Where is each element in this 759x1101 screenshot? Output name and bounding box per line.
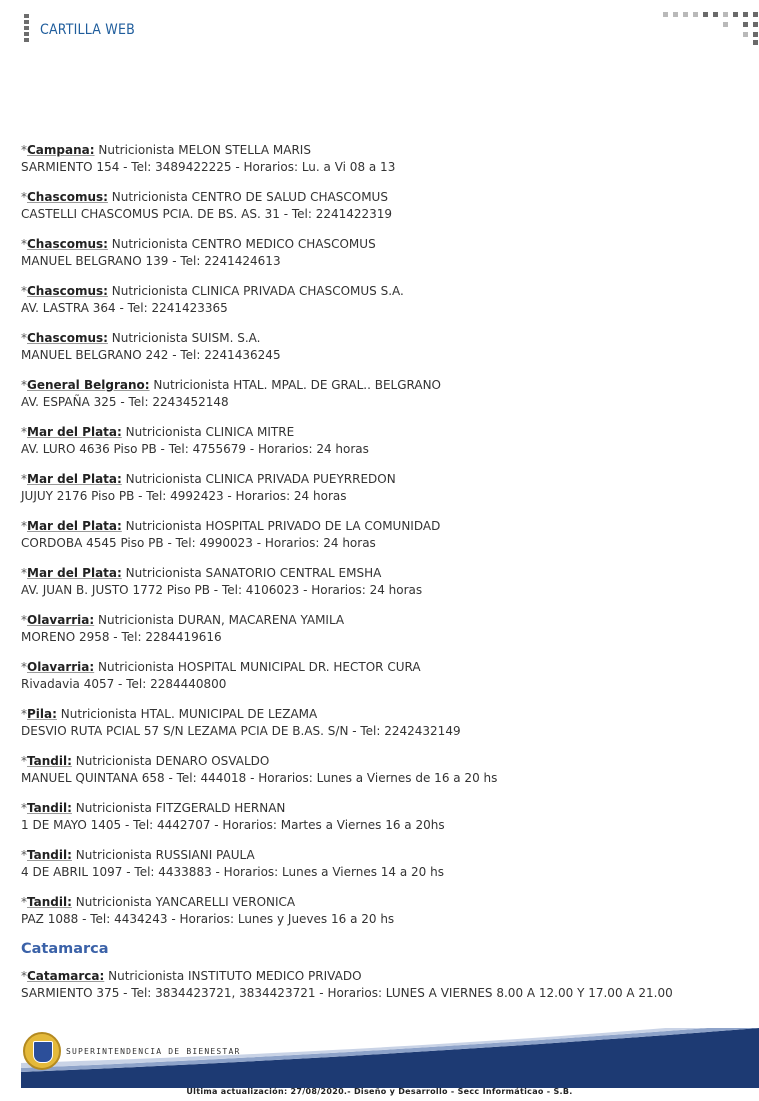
provider-address: SARMIENTO 154 - Tel: 3489422225 - Horarios: Lu. a Vi 08 a 13 [21, 160, 396, 174]
provider-entry [21, 189, 741, 223]
provider-city: Pila: [27, 707, 57, 721]
institution-seal-icon [23, 1032, 61, 1070]
provider-address: SARMIENTO 375 - Tel: 3834423721, 3834423721 - Horarios: LUNES A VIERNES 8.00 A 12.00 Y 17.00 A 21.00 [21, 986, 673, 1000]
provider-entry [21, 142, 741, 176]
provider-entry [21, 283, 741, 317]
bullet-asterisk: * [21, 566, 27, 580]
bullet-asterisk: * [21, 237, 27, 251]
provider-city: Tandil: [27, 801, 72, 815]
provider-entry [21, 471, 741, 505]
provider-city: Chascomus: [27, 331, 108, 345]
bullet-asterisk: * [21, 284, 27, 298]
provider-city: Catamarca: [27, 969, 105, 983]
provider-name: Nutricionista HOSPITAL MUNICIPAL DR. HECTOR CURA [98, 660, 421, 674]
entries-section-catamarca [21, 968, 741, 1002]
provider-entry [21, 753, 741, 787]
bullet-asterisk: * [21, 660, 27, 674]
provider-entry [21, 330, 741, 364]
provider-name: Nutricionista SANATORIO CENTRAL EMSHA [125, 566, 382, 580]
provider-address: MANUEL BELGRANO 242 - Tel: 2241436245 [21, 348, 281, 362]
provider-address: AV. ESPAÑA 325 - Tel: 2243452148 [21, 395, 229, 409]
provider-city: Mar del Plata: [27, 425, 122, 439]
provider-address: JUJUY 2176 Piso PB - Tel: 4992423 - Horarios: 24 horas [21, 489, 347, 503]
provider-name: Nutricionista HTAL. MPAL. DE GRAL.. BELGRANO [153, 378, 441, 392]
provider-city: Mar del Plata: [27, 566, 122, 580]
provider-city: Chascomus: [27, 190, 108, 204]
provider-name: Nutricionista DENARO OSVALDO [75, 754, 270, 768]
bullet-asterisk: * [21, 331, 27, 345]
provider-entry [21, 800, 741, 834]
bullet-asterisk: * [21, 425, 27, 439]
provider-address: CASTELLI CHASCOMUS PCIA. DE BS. AS. 31 - Tel: 2241422319 [21, 207, 393, 221]
bullet-asterisk: * [21, 190, 27, 204]
provider-name: Nutricionista CENTRO DE SALUD CHASCOMUS [111, 190, 388, 204]
footer-wave-band [21, 1028, 759, 1088]
provider-name: Nutricionista HTAL. MUNICIPAL DE LEZAMA [60, 707, 318, 721]
provider-name: Nutricionista CENTRO MEDICO CHASCOMUS [111, 237, 376, 251]
bullet-asterisk: * [21, 472, 27, 486]
bullet-asterisk: * [21, 707, 27, 721]
provider-address: AV. LURO 4636 Piso PB - Tel: 4755679 - Horarios: 24 horas [21, 442, 369, 456]
provider-entry [21, 706, 741, 740]
provider-address: 4 DE ABRIL 1097 - Tel: 4433883 - Horarios: Lunes a Viernes 14 a 20 hs [21, 865, 444, 879]
provider-city: Olavarria: [27, 660, 95, 674]
provider-name: Nutricionista HOSPITAL PRIVADO DE LA COMUNIDAD [125, 519, 441, 533]
provider-entry [21, 518, 741, 552]
bullet-asterisk: * [21, 519, 27, 533]
provider-city: Olavarria: [27, 613, 95, 627]
provider-name: Nutricionista CLINICA PRIVADA PUEYRREDON [125, 472, 396, 486]
provider-address: DESVIO RUTA PCIAL 57 S/N LEZAMA PCIA DE B.AS. S/N - Tel: 2242432149 [21, 724, 461, 738]
provider-name: Nutricionista INSTITUTO MEDICO PRIVADO [108, 969, 362, 983]
provider-city: Campana: [27, 143, 95, 157]
bullet-asterisk: * [21, 378, 27, 392]
provider-entry [21, 236, 741, 270]
provider-name: Nutricionista DURAN, MACARENA YAMILA [98, 613, 345, 627]
provider-city: General Belgrano: [27, 378, 150, 392]
bullet-asterisk: * [21, 895, 27, 909]
provider-entry [21, 968, 741, 1002]
bullet-asterisk: * [21, 848, 27, 862]
provider-entry [21, 847, 741, 881]
provider-address: MANUEL QUINTANA 658 - Tel: 444018 - Horarios: Lunes a Viernes de 16 a 20 hs [21, 771, 498, 785]
provider-entry [21, 894, 741, 928]
bullet-asterisk: * [21, 801, 27, 815]
section-title-catamarca: Catamarca [21, 941, 109, 957]
provider-city: Chascomus: [27, 237, 108, 251]
provider-city: Chascomus: [27, 284, 108, 298]
provider-address: PAZ 1088 - Tel: 4434243 - Horarios: Lunes y Jueves 16 a 20 hs [21, 912, 395, 926]
provider-name: Nutricionista FITZGERALD HERNAN [75, 801, 286, 815]
provider-entry [21, 424, 741, 458]
provider-address: MANUEL BELGRANO 139 - Tel: 2241424613 [21, 254, 281, 268]
provider-city: Mar del Plata: [27, 519, 122, 533]
institution-name: SUPERINTENDENCIA DE BIENESTAR [66, 1047, 241, 1056]
provider-address: AV. LASTRA 364 - Tel: 2241423365 [21, 301, 228, 315]
provider-list [21, 142, 741, 1015]
provider-name: Nutricionista RUSSIANI PAULA [75, 848, 255, 862]
provider-address: CORDOBA 4545 Piso PB - Tel: 4990023 - Horarios: 24 horas [21, 536, 376, 550]
provider-address: Rivadavia 4057 - Tel: 2284440800 [21, 677, 227, 691]
provider-city: Tandil: [27, 754, 72, 768]
bullet-asterisk: * [21, 613, 27, 627]
provider-name: Nutricionista SUISM. S.A. [111, 331, 261, 345]
bullet-asterisk: * [21, 969, 27, 983]
last-update-text: Ultima actualización: 27/08/2020.- Diseño y Desarrollo - Secc Informáticao - S.B. [186, 1087, 573, 1096]
provider-address: 1 DE MAYO 1405 - Tel: 4442707 - Horarios: Martes a Viernes 16 a 20hs [21, 818, 445, 832]
page-title: CARTILLA WEB [40, 22, 135, 38]
entries-section [21, 142, 741, 928]
provider-name: Nutricionista CLINICA MITRE [125, 425, 295, 439]
provider-city: Tandil: [27, 895, 72, 909]
provider-city: Mar del Plata: [27, 472, 122, 486]
provider-entry [21, 565, 741, 599]
provider-entry [21, 612, 741, 646]
provider-entry [21, 659, 741, 693]
provider-address: MORENO 2958 - Tel: 2284419616 [21, 630, 222, 644]
bullet-asterisk: * [21, 754, 27, 768]
provider-city: Tandil: [27, 848, 72, 862]
provider-address: AV. JUAN B. JUSTO 1772 Piso PB - Tel: 4106023 - Horarios: 24 horas [21, 583, 423, 597]
provider-name: Nutricionista MELON STELLA MARIS [98, 143, 311, 157]
provider-entry [21, 377, 741, 411]
corner-pattern-icon [663, 12, 759, 46]
header-bar-icon [24, 14, 29, 46]
bullet-asterisk: * [21, 143, 27, 157]
provider-name: Nutricionista CLINICA PRIVADA CHASCOMUS S.A. [111, 284, 404, 298]
provider-name: Nutricionista YANCARELLI VERONICA [75, 895, 296, 909]
